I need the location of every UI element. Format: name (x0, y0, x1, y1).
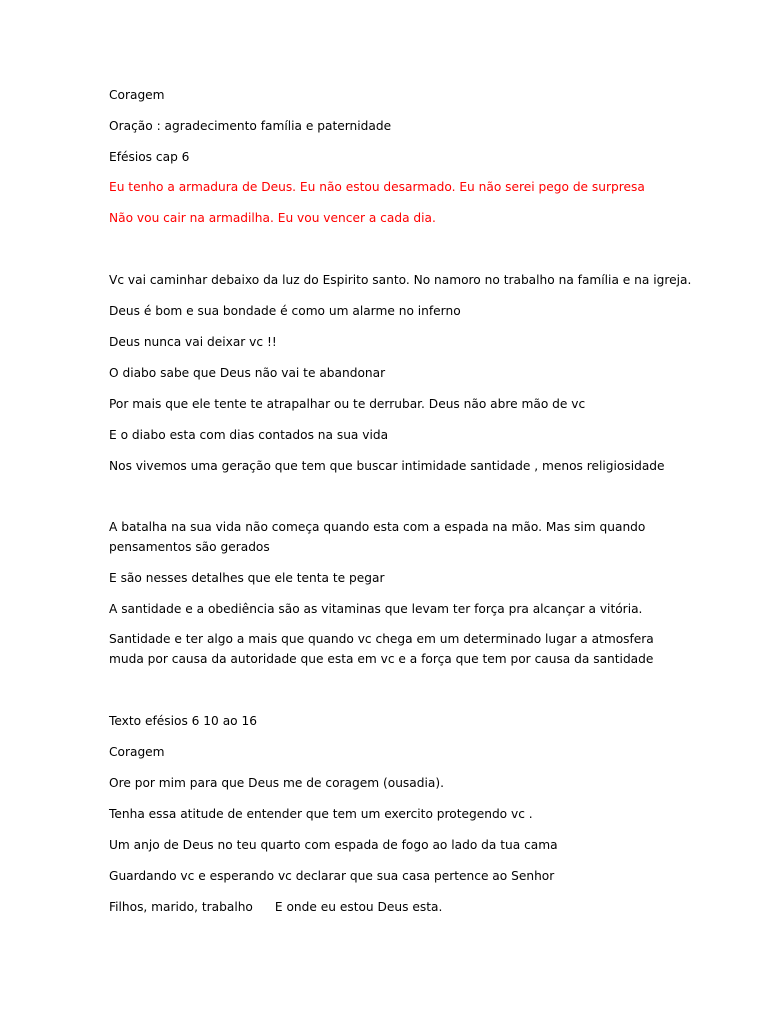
scripture-text-reference: Texto efésios 6 10 ao 16 (109, 714, 257, 728)
last-line-right: E onde eu estou Deus esta. (274, 900, 443, 914)
paragraph-line: Por mais que ele tente te atrapalhar ou te derrubar. Deus não abre mão de vc (109, 397, 586, 411)
paragraph-line: Nos vivemos uma geração que tem que buscar intimidade santidade , menos religiosidade (109, 459, 665, 473)
paragraph-line: Santidade e ter algo a mais que quando vc chega em um determinado lugar a atmosfera muda por causa da autoridade que esta em vc e a força que tem por causa da santidade (109, 632, 654, 666)
paragraph-line: A batalha na sua vida não começa quando esta com a espada na mão. Mas sim quando pensamentos são gerados (109, 520, 646, 554)
heading-coragem: Coragem (109, 88, 165, 102)
paragraph-line: Deus é bom e sua bondade é como um alarme no inferno (109, 304, 461, 318)
paragraph-line: Deus nunca vai deixar vc !! (109, 335, 277, 349)
prayer-topic: Oração : agradecimento família e paternidade (109, 119, 392, 133)
last-line-left: Filhos, marido, trabalho (109, 900, 253, 914)
heading-coragem-2: Coragem (109, 745, 165, 759)
paragraph-line: E o diabo esta com dias contados na sua vida (109, 428, 389, 442)
paragraph-line: Vc vai caminhar debaixo da luz do Espirito santo. No namoro no trabalho na família e na igreja. (109, 273, 692, 287)
scripture-reference: Efésios cap 6 (109, 150, 190, 164)
red-declaration-2: Não vou cair na armadilha. Eu vou vencer a cada dia. (109, 211, 436, 225)
paragraph-line: Tenha essa atitude de entender que tem um exercito protegendo vc . (109, 807, 533, 821)
paragraph-line: Ore por mim para que Deus me de coragem (ousadia). (109, 776, 444, 790)
paragraph-line: E são nesses detalhes que ele tenta te pegar (109, 571, 385, 585)
paragraph-line: Um anjo de Deus no teu quarto com espada de fogo ao lado da tua cama (109, 838, 558, 852)
paragraph-line: A santidade e a obediência são as vitaminas que levam ter força pra alcançar a vitória. (109, 602, 643, 616)
paragraph-line: O diabo sabe que Deus não vai te abandonar (109, 366, 386, 380)
red-declaration-1: Eu tenho a armadura de Deus. Eu não estou desarmado. Eu não serei pego de surpresa (109, 180, 645, 194)
last-line (109, 897, 669, 917)
paragraph-line: Guardando vc e esperando vc declarar que sua casa pertence ao Senhor (109, 869, 555, 883)
